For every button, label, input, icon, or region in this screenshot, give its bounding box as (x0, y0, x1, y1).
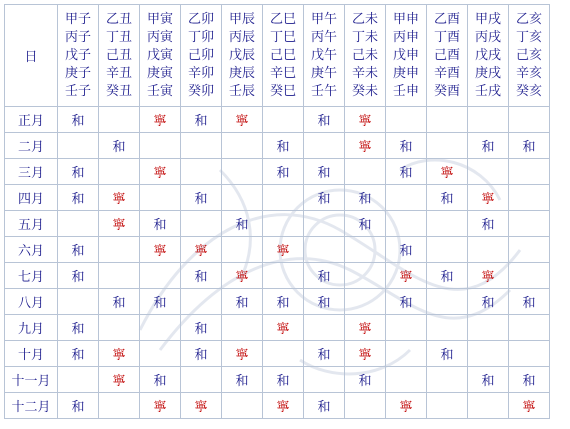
header-row (5, 5, 550, 107)
table-cell: 和 (345, 211, 386, 237)
table-cell (468, 237, 509, 263)
table-cell: 寧 (140, 393, 181, 419)
table-cell (427, 393, 468, 419)
table-cell: 和 (181, 185, 222, 211)
table-cell: 和 (222, 289, 263, 315)
column-header-line: 庚戌 (474, 65, 501, 81)
table-cell (427, 133, 468, 159)
month-label: 六月 (5, 237, 58, 263)
column-header-line: 丁未 (351, 29, 378, 45)
column-header (509, 5, 550, 107)
table-cell (222, 393, 263, 419)
table-cell: 寧 (263, 393, 304, 419)
table-cell: 和 (345, 367, 386, 393)
table-cell: 和 (181, 107, 222, 133)
table-cell (386, 315, 427, 341)
column-header-line: 丙戌 (474, 29, 501, 45)
column-header-line: 壬午 (310, 83, 337, 99)
table-row (5, 133, 550, 159)
table-cell: 寧 (509, 393, 550, 419)
table-cell: 和 (222, 367, 263, 393)
table-cell: 寧 (140, 237, 181, 263)
table-row (5, 263, 550, 289)
column-header-line: 辛酉 (433, 65, 460, 81)
table-cell (427, 237, 468, 263)
table-cell (509, 107, 550, 133)
table-cell (509, 341, 550, 367)
month-label: 十一月 (5, 367, 58, 393)
table-cell: 和 (509, 133, 550, 159)
table-cell (345, 159, 386, 185)
table-row (5, 159, 550, 185)
table-cell: 和 (263, 289, 304, 315)
table-cell: 和 (345, 185, 386, 211)
table-cell: 和 (304, 393, 345, 419)
column-header-line: 己巳 (269, 47, 296, 63)
table-cell (263, 263, 304, 289)
table-cell (509, 211, 550, 237)
table-cell: 和 (263, 159, 304, 185)
column-header-line: 壬申 (392, 83, 419, 99)
table-row (5, 315, 550, 341)
table-cell: 和 (509, 367, 550, 393)
column-header-line: 辛未 (351, 65, 378, 81)
table-cell: 和 (386, 159, 427, 185)
column-header-line: 辛卯 (187, 65, 214, 81)
column-header (386, 5, 427, 107)
table-cell (140, 263, 181, 289)
table-cell: 寧 (99, 341, 140, 367)
column-header-line: 戊寅 (146, 47, 173, 63)
column-header-line: 癸巳 (269, 83, 296, 99)
column-header (468, 5, 509, 107)
table-cell: 和 (468, 367, 509, 393)
table-cell (263, 107, 304, 133)
column-header-line: 甲戌 (474, 11, 501, 27)
column-header-line: 甲申 (392, 11, 419, 27)
table-cell (222, 237, 263, 263)
column-header-line: 甲辰 (228, 11, 255, 27)
table-cell (222, 159, 263, 185)
table-cell: 寧 (99, 211, 140, 237)
column-header (304, 5, 345, 107)
table-cell (140, 133, 181, 159)
column-header (222, 5, 263, 107)
column-header-line: 癸酉 (433, 83, 460, 99)
month-label: 八月 (5, 289, 58, 315)
table-cell: 和 (140, 289, 181, 315)
table-cell: 和 (263, 367, 304, 393)
table-cell (304, 315, 345, 341)
table-cell: 和 (468, 133, 509, 159)
table-cell: 和 (468, 211, 509, 237)
table-row (5, 289, 550, 315)
table-cell: 寧 (345, 315, 386, 341)
table-cell: 和 (386, 133, 427, 159)
column-header-line: 庚子 (64, 65, 91, 81)
column-header-line: 戊辰 (228, 47, 255, 63)
corner-label: 日 (5, 5, 58, 107)
column-header-line: 乙未 (351, 11, 378, 27)
column-header-line: 丁亥 (515, 29, 542, 45)
column-header-line: 庚午 (310, 65, 337, 81)
table-cell: 和 (304, 159, 345, 185)
table-cell (427, 315, 468, 341)
table-cell: 寧 (386, 263, 427, 289)
table-cell: 和 (140, 367, 181, 393)
column-header-line: 乙卯 (187, 11, 214, 27)
column-header-line: 辛丑 (105, 65, 132, 81)
column-header (140, 5, 181, 107)
column-header-line: 癸未 (351, 83, 378, 99)
column-header-line: 甲午 (310, 11, 337, 27)
column-header-line: 戊戌 (474, 47, 501, 63)
column-header-line: 壬寅 (146, 83, 173, 99)
column-header-line: 庚申 (392, 65, 419, 81)
table-cell: 寧 (345, 133, 386, 159)
table-cell (58, 133, 99, 159)
table-cell (427, 211, 468, 237)
table-cell: 寧 (263, 237, 304, 263)
table-cell: 和 (427, 263, 468, 289)
table-cell (263, 341, 304, 367)
month-label: 五月 (5, 211, 58, 237)
column-header-line: 癸丑 (105, 83, 132, 99)
table-cell: 寧 (222, 341, 263, 367)
column-header-line: 壬辰 (228, 83, 255, 99)
table-cell: 和 (140, 211, 181, 237)
month-label: 九月 (5, 315, 58, 341)
table-cell: 寧 (140, 159, 181, 185)
table-cell: 和 (181, 263, 222, 289)
column-header-line: 己卯 (187, 47, 214, 63)
table-cell: 和 (58, 393, 99, 419)
table-cell (427, 289, 468, 315)
table-cell: 寧 (427, 159, 468, 185)
table-cell: 和 (181, 341, 222, 367)
table-cell: 寧 (140, 107, 181, 133)
table-cell (386, 341, 427, 367)
table-cell (99, 237, 140, 263)
column-header-line: 己酉 (433, 47, 460, 63)
table-cell (345, 263, 386, 289)
column-header-line: 丙寅 (146, 29, 173, 45)
table-cell (427, 107, 468, 133)
column-header-line: 乙亥 (515, 11, 542, 27)
table-cell (468, 393, 509, 419)
table-cell (181, 159, 222, 185)
month-label: 七月 (5, 263, 58, 289)
table-cell (468, 159, 509, 185)
column-header-line: 庚辰 (228, 65, 255, 81)
table-row (5, 237, 550, 263)
table-cell (468, 107, 509, 133)
table-cell: 寧 (468, 263, 509, 289)
column-header (58, 5, 99, 107)
table-cell (99, 159, 140, 185)
table-cell (58, 211, 99, 237)
table-cell (263, 185, 304, 211)
table-cell: 和 (58, 263, 99, 289)
table-cell (222, 315, 263, 341)
table-cell (386, 107, 427, 133)
column-header-line: 丙午 (310, 29, 337, 45)
table-cell: 寧 (222, 107, 263, 133)
table-row (5, 393, 550, 419)
table-cell (345, 289, 386, 315)
column-header-line: 壬子 (64, 83, 91, 99)
column-header-line: 丁酉 (433, 29, 460, 45)
table-cell: 和 (304, 185, 345, 211)
table-cell: 寧 (181, 393, 222, 419)
table-cell (140, 341, 181, 367)
table-cell: 寧 (99, 367, 140, 393)
column-header-line: 丙申 (392, 29, 419, 45)
table-row (5, 341, 550, 367)
table-cell (222, 185, 263, 211)
table-cell: 和 (304, 341, 345, 367)
column-header-line: 戊申 (392, 47, 419, 63)
column-header-line: 丙辰 (228, 29, 255, 45)
table-cell (58, 289, 99, 315)
column-header-line: 庚寅 (146, 65, 173, 81)
table-cell: 和 (304, 107, 345, 133)
table-cell (140, 315, 181, 341)
table-cell (181, 289, 222, 315)
column-header (427, 5, 468, 107)
month-label: 四月 (5, 185, 58, 211)
table-cell: 和 (386, 237, 427, 263)
column-header-line: 辛亥 (515, 65, 542, 81)
table-cell (386, 367, 427, 393)
column-header-line: 丙子 (64, 29, 91, 45)
table-cell: 和 (58, 315, 99, 341)
table-cell: 和 (99, 289, 140, 315)
column-header-line: 戊午 (310, 47, 337, 63)
column-header-line: 丁巳 (269, 29, 296, 45)
table-cell: 和 (468, 289, 509, 315)
table-cell: 寧 (222, 263, 263, 289)
column-header-line: 辛巳 (269, 65, 296, 81)
column-header (99, 5, 140, 107)
table-cell (58, 367, 99, 393)
table-cell: 和 (263, 133, 304, 159)
table-body (5, 107, 550, 419)
column-header-line: 乙丑 (105, 11, 132, 27)
table-cell (181, 367, 222, 393)
column-header (181, 5, 222, 107)
table-row (5, 185, 550, 211)
table-cell: 和 (58, 341, 99, 367)
table-cell: 和 (222, 211, 263, 237)
column-header-line: 癸卯 (187, 83, 214, 99)
table-cell (509, 185, 550, 211)
column-header-line: 癸亥 (515, 83, 542, 99)
table-cell (99, 263, 140, 289)
column-header-line: 己丑 (105, 47, 132, 63)
table-cell: 和 (427, 341, 468, 367)
table-row (5, 367, 550, 393)
table-cell: 和 (386, 289, 427, 315)
column-header-line: 戊子 (64, 47, 91, 63)
table-cell: 寧 (181, 237, 222, 263)
column-header (345, 5, 386, 107)
table-cell (304, 133, 345, 159)
table-cell: 和 (304, 263, 345, 289)
table-cell: 寧 (99, 185, 140, 211)
column-header-line: 己未 (351, 47, 378, 63)
table-cell (99, 107, 140, 133)
table-cell (99, 315, 140, 341)
column-header (263, 5, 304, 107)
table-cell (386, 211, 427, 237)
table-cell (304, 211, 345, 237)
table-cell (509, 159, 550, 185)
table-cell: 和 (58, 107, 99, 133)
column-header-line: 乙巳 (269, 11, 296, 27)
column-header-line: 甲子 (64, 11, 91, 27)
table-cell (345, 237, 386, 263)
table-cell (181, 133, 222, 159)
table-cell (304, 367, 345, 393)
table-cell: 寧 (386, 393, 427, 419)
month-label: 十月 (5, 341, 58, 367)
table-cell: 寧 (345, 341, 386, 367)
table-cell: 和 (509, 289, 550, 315)
month-label: 正月 (5, 107, 58, 133)
table-cell (304, 237, 345, 263)
column-header-line: 丁卯 (187, 29, 214, 45)
table-cell (509, 237, 550, 263)
table-cell (509, 315, 550, 341)
table-cell (222, 133, 263, 159)
auspicious-days-table (4, 4, 550, 419)
table-cell: 和 (427, 185, 468, 211)
table-cell (140, 185, 181, 211)
table-cell: 和 (58, 159, 99, 185)
month-label: 二月 (5, 133, 58, 159)
table-row (5, 107, 550, 133)
table-cell (427, 367, 468, 393)
month-label: 十二月 (5, 393, 58, 419)
table-cell (468, 341, 509, 367)
table-cell: 寧 (263, 315, 304, 341)
table-cell (468, 315, 509, 341)
table-cell (263, 211, 304, 237)
column-header-line: 丁丑 (105, 29, 132, 45)
table-row (5, 211, 550, 237)
month-label: 三月 (5, 159, 58, 185)
table-cell: 寧 (468, 185, 509, 211)
table-cell (181, 211, 222, 237)
table-cell (99, 393, 140, 419)
column-header-line: 己亥 (515, 47, 542, 63)
column-header-line: 乙酉 (433, 11, 460, 27)
column-header-line: 甲寅 (146, 11, 173, 27)
table-cell: 寧 (345, 107, 386, 133)
table-cell (386, 185, 427, 211)
table-cell (509, 263, 550, 289)
table-cell: 和 (304, 289, 345, 315)
table-cell: 和 (99, 133, 140, 159)
table-cell (345, 393, 386, 419)
column-header-line: 壬戌 (474, 83, 501, 99)
table-cell: 和 (181, 315, 222, 341)
table-cell: 和 (58, 185, 99, 211)
table-cell: 和 (58, 237, 99, 263)
